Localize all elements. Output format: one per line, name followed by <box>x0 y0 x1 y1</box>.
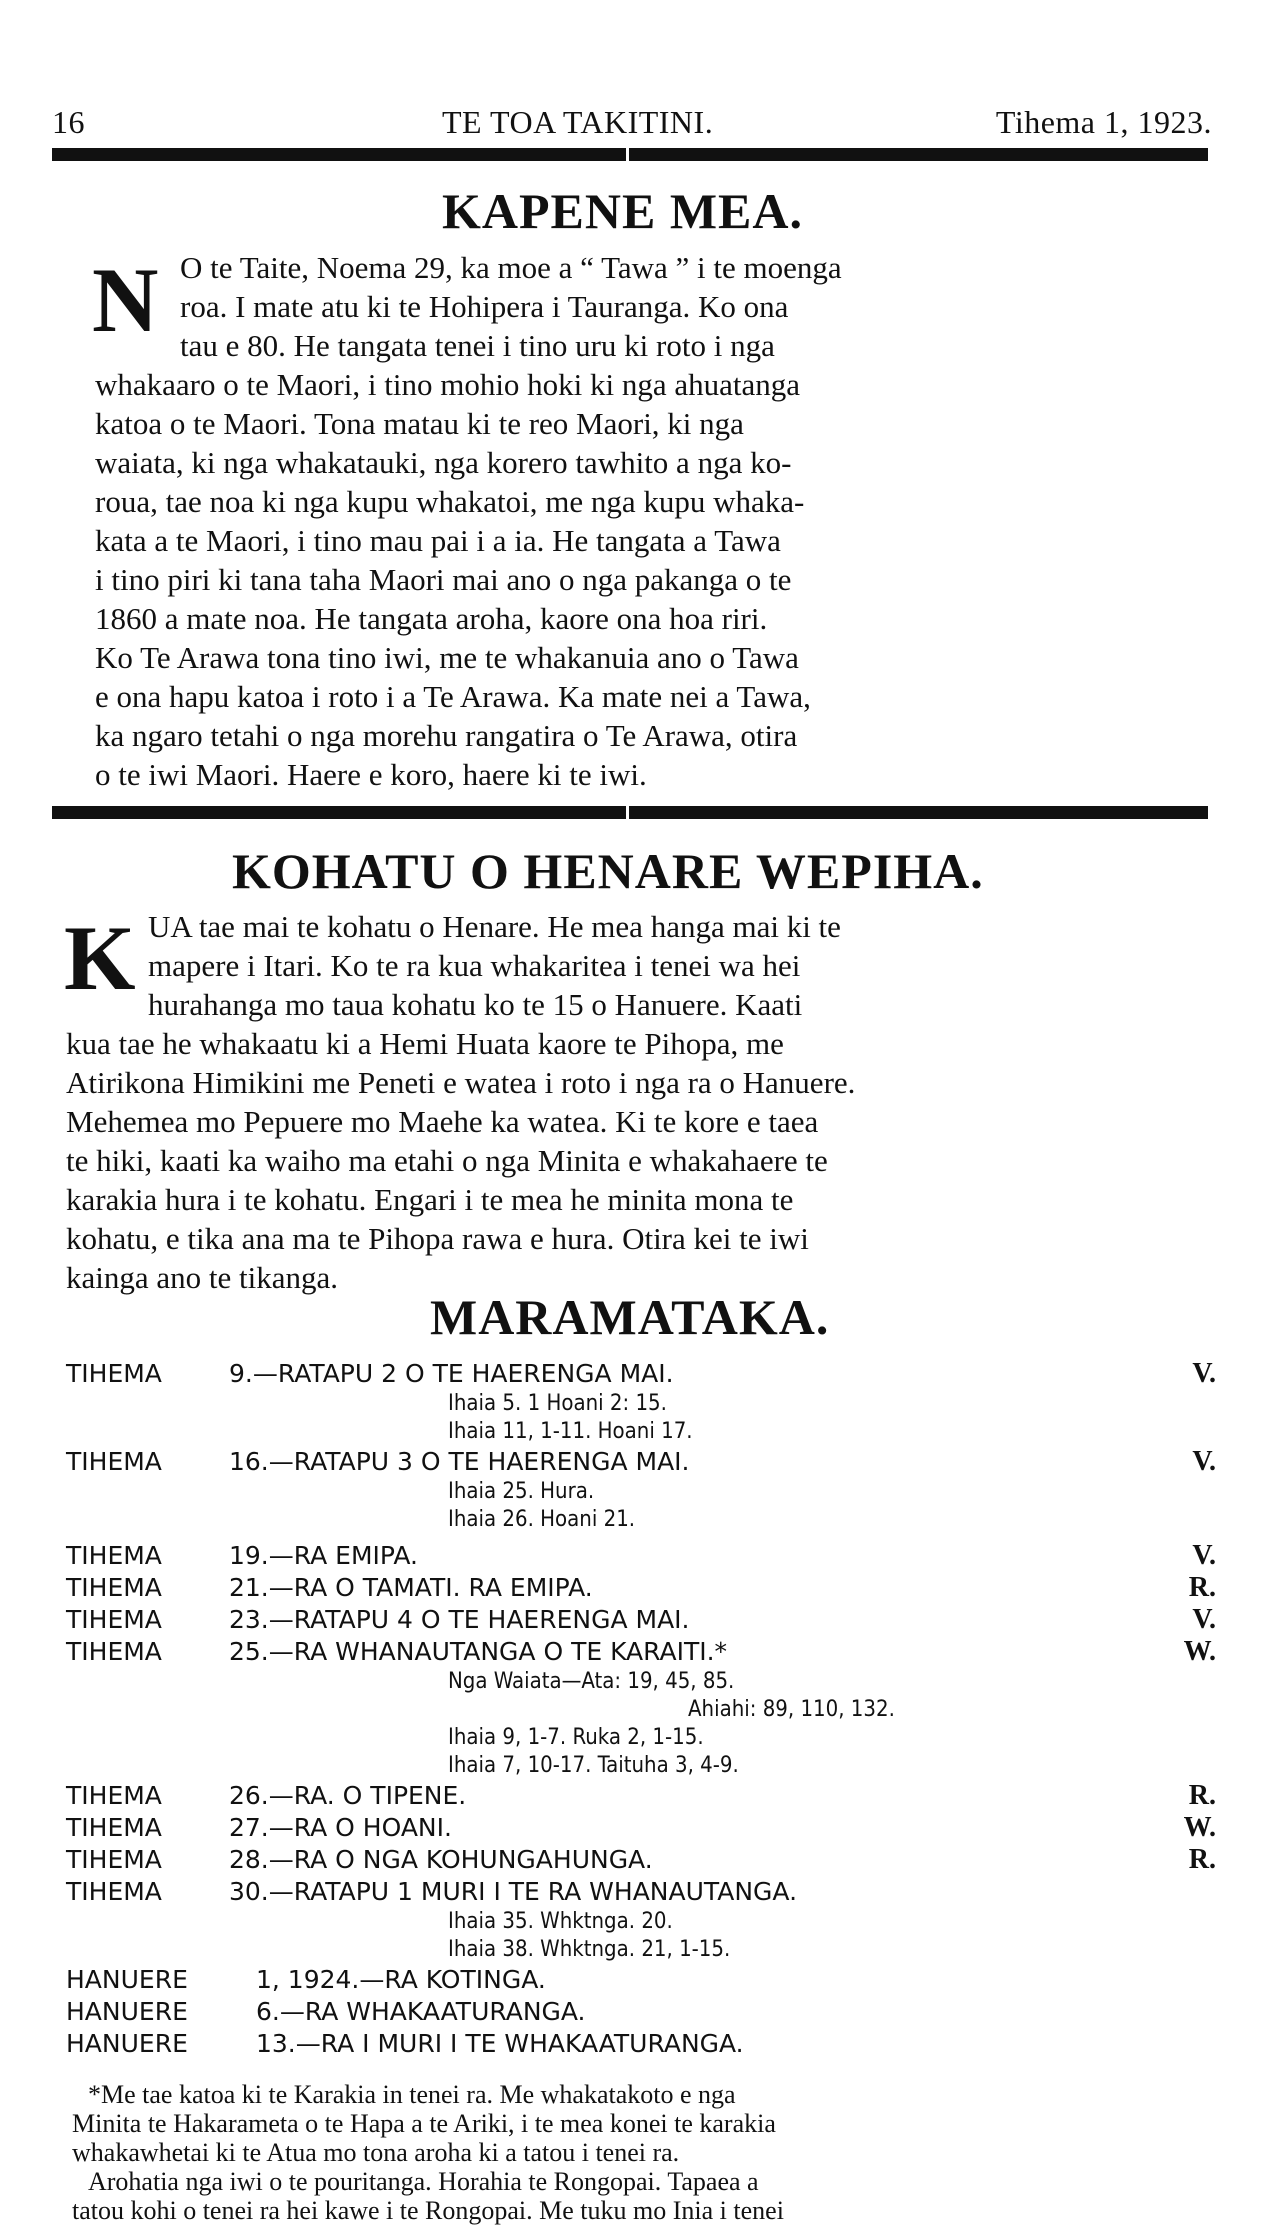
text-line: UA tae mai te kohatu o Henare. He mea hanga mai ki te <box>148 909 841 944</box>
header-rule <box>52 148 1208 161</box>
entry-month: TIHEMA <box>66 1877 162 1906</box>
text-line: whakaaro o te Maori, i tino mohio hoki ki nga ahuatanga <box>95 367 801 402</box>
entry-colour-mark: W. <box>1183 1812 1216 1843</box>
entry-colour-mark: V. <box>1192 1540 1216 1571</box>
calendar-entry <box>66 2028 1216 2060</box>
page-header <box>52 104 1212 144</box>
entry-description: 19.—RA EMIPA. <box>229 1541 418 1570</box>
reading-line: Ihaia 26. Hoani 21. <box>448 1507 636 1532</box>
entry-description: 16.—RATAPU 3 O TE HAERENGA MAI. <box>229 1447 690 1476</box>
publication-title: TE TOA TAKITINI. <box>442 104 714 140</box>
text-line: kohatu, e tika ana ma te Pihopa rawa e hura. Otira kei te iwi <box>66 1221 809 1256</box>
hymn-line: Ahiahi: 89, 110, 132. <box>688 1697 895 1722</box>
text-line: kua tae he whakaatu ki a Hemi Huata kaore te Pihopa, me <box>66 1026 784 1061</box>
entry-month: HANUERE <box>66 2029 188 2058</box>
text-line: Mehemea mo Pepuere mo Maehe ka watea. Ki te kore e taea <box>66 1104 819 1139</box>
footnote-line: tatou kohi o tenei ra hei kawe i te Rongopai. Me tuku mo Inia i tenei <box>72 2196 784 2225</box>
reading-line: Ihaia 11, 1-11. Hoani 17. <box>448 1419 693 1444</box>
text-line: te hiki, kaati ka waiho ma etahi o nga Minita e whakahaere te <box>66 1143 828 1178</box>
calendar-title: MARAMATAKA. <box>430 1289 830 1345</box>
entry-month: TIHEMA <box>66 1781 162 1810</box>
reading-line: Ihaia 5. 1 Hoani 2: 15. <box>448 1391 667 1416</box>
calendar-entry <box>66 1780 1216 1812</box>
text-line: i tino piri ki tana taha Maori mai ano o nga pakanga o te <box>95 562 792 597</box>
closing-left: o te iwi Maori. <box>95 757 280 792</box>
entry-month: TIHEMA <box>66 1845 162 1874</box>
entry-month: TIHEMA <box>66 1359 162 1388</box>
calendar-entry <box>66 1636 1216 1668</box>
reading-line: Ihaia 25. Hura. <box>448 1479 595 1504</box>
entry-month: TIHEMA <box>66 1573 162 1602</box>
calendar-entry <box>66 1604 1216 1636</box>
text-line: waiata, ki nga whakatauki, nga korero tawhito a nga ko- <box>95 445 792 480</box>
entry-colour-mark: R. <box>1188 1780 1216 1811</box>
calendar-entry <box>66 1358 1216 1390</box>
entry-month: TIHEMA <box>66 1541 162 1570</box>
entry-description: 1, 1924.—RA KOTINGA. <box>256 1965 546 1994</box>
stone-title: KOHATU O HENARE WEPIHA. <box>232 843 984 899</box>
page-number: 16 <box>52 104 85 140</box>
text-line: Ko Te Arawa tona tino iwi, me te whakanuia ano o Tawa <box>95 640 799 675</box>
footnote-line: Arohatia nga iwi o te pouritanga. Horahia te Rongopai. Tapaea a <box>88 2167 759 2196</box>
calendar-entry <box>66 1876 1216 1908</box>
entry-colour-mark: V. <box>1192 1358 1216 1389</box>
reading-line: Ihaia 35. Whktnga. 20. <box>448 1909 673 1934</box>
reading-line: Ihaia 9, 1-7. Ruka 2, 1-15. <box>448 1725 704 1750</box>
entry-description: 26.—RA. O TIPENE. <box>229 1781 467 1810</box>
text-line: 1860 a mate noa. He tangata aroha, kaore ona hoa riri. <box>95 601 768 636</box>
entry-month: TIHEMA <box>66 1605 162 1634</box>
entry-description: 30.—RATAPU 1 MURI I TE RA WHANAUTANGA. <box>229 1877 798 1906</box>
text-line: karakia hura i te kohatu. Engari i te mea he minita mona te <box>66 1182 794 1217</box>
calendar-entry <box>66 1964 1216 1996</box>
text-line-last <box>95 755 1165 794</box>
hymn-line: Nga Waiata—Ata: 19, 45, 85. <box>448 1669 735 1694</box>
calendar-entry <box>66 1812 1216 1844</box>
text-line: roa. I mate atu ki te Hohipera i Tauranga. Ko ona <box>180 289 789 324</box>
entry-description: 13.—RA I MURI I TE WHAKAATURANGA. <box>256 2029 744 2058</box>
entry-description: 25.—RA WHANAUTANGA O TE KARAITI.* <box>229 1637 728 1666</box>
footnote-line: whakawhetai ki te Atua mo tona aroha ki a tatou i tenei ra. <box>72 2138 680 2167</box>
reading-line: Ihaia 7, 10-17. Taituha 3, 4-9. <box>448 1753 739 1778</box>
entry-colour-mark: R. <box>1188 1844 1216 1875</box>
stone-text <box>66 907 1211 1297</box>
obituary-title: KAPENE MEA. <box>442 183 803 239</box>
entry-month: TIHEMA <box>66 1447 162 1476</box>
entry-colour-mark: V. <box>1192 1604 1216 1635</box>
calendar-entry <box>66 1540 1216 1572</box>
text-line: kainga ano te tikanga. <box>66 1260 339 1295</box>
entry-month: HANUERE <box>66 1965 188 1994</box>
obituary-drop-cap: N <box>92 249 159 351</box>
section-rule <box>52 806 1208 819</box>
closing-right: Haere e koro, haere ki te iwi. <box>287 757 647 792</box>
text-line: hurahanga mo taua kohatu ko te 15 o Hanuere. Kaati <box>148 987 803 1022</box>
text-line: kata a te Maori, i tino mau pai i a ia. He tangata a Tawa <box>95 523 781 558</box>
entry-colour-mark: R. <box>1188 1572 1216 1603</box>
text-line: Atirikona Himikini me Peneti e watea i roto i nga ra o Hanuere. <box>66 1065 856 1100</box>
entry-description: 6.—RA WHAKAATURANGA. <box>256 1997 586 2026</box>
footnote <box>72 2080 1212 2225</box>
entry-description: 23.—RATAPU 4 O TE HAERENGA MAI. <box>229 1605 690 1634</box>
calendar-entry <box>66 1572 1216 1604</box>
text-line: e ona hapu katoa i roto i a Te Arawa. Ka mate nei a Tawa, <box>95 679 811 714</box>
footnote-line: *Me tae katoa ki te Karakia in tenei ra. Me whakatakoto e nga <box>88 2080 736 2109</box>
calendar-entry <box>66 1844 1216 1876</box>
calendar-entry <box>66 1996 1216 2028</box>
entry-description: 28.—RA O NGA KOHUNGAHUNGA. <box>229 1845 653 1874</box>
text-line: ka ngaro tetahi o nga morehu rangatira o Te Arawa, otira <box>95 718 798 753</box>
entry-colour-mark: V. <box>1192 1446 1216 1477</box>
issue-date: Tihema 1, 1923. <box>995 104 1212 140</box>
text-line: katoa o te Maori. Tona matau ki te reo Maori, ki nga <box>95 406 744 441</box>
entry-month: HANUERE <box>66 1997 188 2026</box>
entry-month: TIHEMA <box>66 1813 162 1842</box>
stone-drop-cap: K <box>64 907 136 1009</box>
obituary-text <box>95 248 1165 794</box>
entry-colour-mark: W. <box>1183 1636 1216 1667</box>
text-line: tau e 80. He tangata tenei i tino uru ki roto i nga <box>180 328 775 363</box>
text-line: O te Taite, Noema 29, ka moe a “ Tawa ” i te moenga <box>180 250 842 285</box>
entry-month: TIHEMA <box>66 1637 162 1666</box>
text-line: mapere i Itari. Ko te ra kua whakaritea i tenei wa hei <box>148 948 801 983</box>
entry-description: 9.—RATAPU 2 O TE HAERENGA MAI. <box>229 1359 674 1388</box>
reading-line: Ihaia 38. Whktnga. 21, 1-15. <box>448 1937 731 1962</box>
entry-description: 21.—RA O TAMATI. RA EMIPA. <box>229 1573 593 1602</box>
calendar-entry <box>66 1446 1216 1478</box>
calendar-list <box>66 1358 1216 2060</box>
text-line: roua, tae noa ki nga kupu whakatoi, me nga kupu whaka- <box>95 484 805 519</box>
footnote-line: Minita te Hakarameta o te Hapa a te Ariki, i te mea konei te karakia <box>72 2109 776 2138</box>
entry-description: 27.—RA O HOANI. <box>229 1813 452 1842</box>
